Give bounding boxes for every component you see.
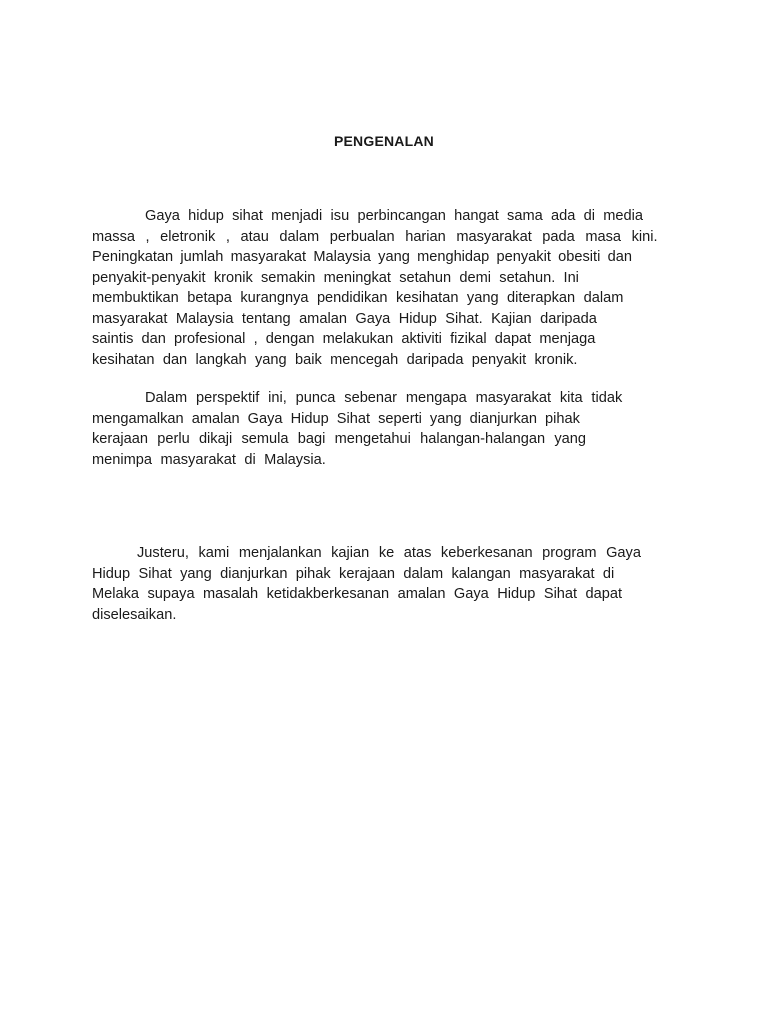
paragraph-line: diselesaikan. — [92, 606, 177, 623]
paragraph-line: membuktikan betapa kurangnya pendidikan kesihatan yang diterapkan dalam — [92, 290, 624, 306]
paragraph-line: massa , eletronik , atau dalam perbualan harian masyarakat pada masa kini. — [92, 228, 658, 245]
paragraph-2 — [92, 388, 622, 470]
page-title: PENGENALAN — [333, 133, 434, 149]
paragraph-line: Justeru, kami menjalankan kajian ke atas keberkesanan program Gaya — [137, 545, 641, 561]
paragraph-line: Dalam perspektif ini, punca sebenar mengapa masyarakat kita tidak — [145, 390, 623, 406]
paragraph-line: masyarakat Malaysia tentang amalan Gaya Hidup Sihat. Kajian daripada — [92, 310, 597, 327]
paragraph-line: Peningkatan jumlah masyarakat Malaysia yang menghidap penyakit obesiti dan — [92, 249, 632, 265]
paragraph-line: mengamalkan amalan Gaya Hidup Sihat seperti yang dianjurkan pihak — [92, 410, 580, 427]
paragraph-line: menimpa masyarakat di Malaysia. — [92, 451, 326, 468]
paragraph-line: kerajaan perlu dikaji semula bagi mengetahui halangan-halangan yang — [92, 431, 586, 447]
paragraph-line: Gaya hidup sihat menjadi isu perbincangan hangat sama ada di media — [145, 208, 643, 224]
paragraph-3 — [92, 543, 641, 625]
paragraph-line: Melaka supaya masalah ketidakberkesanan amalan Gaya Hidup Sihat dapat — [92, 586, 623, 602]
paragraph-line: saintis dan profesional , dengan melakukan aktiviti fizikal dapat menjaga — [92, 331, 596, 347]
paragraph-1 — [92, 206, 658, 370]
paragraph-line: kesihatan dan langkah yang baik mencegah daripada penyakit kronik. — [92, 351, 578, 368]
paragraph-line: penyakit-penyakit kronik semakin meningkat setahun demi setahun. Ini — [92, 269, 579, 286]
paragraph-line: Hidup Sihat yang dianjurkan pihak kerajaan dalam kalangan masyarakat di — [92, 565, 615, 582]
